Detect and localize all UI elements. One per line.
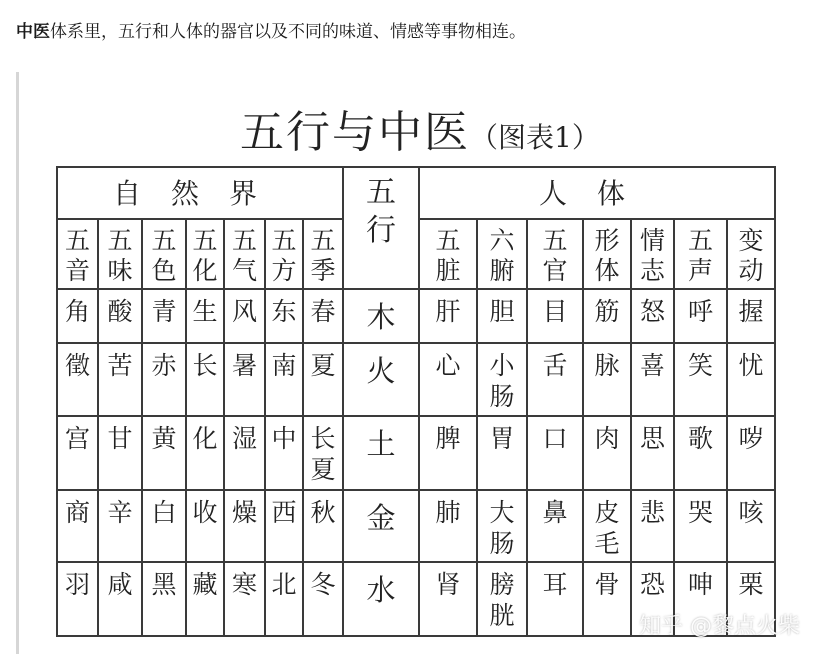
- watermark: 知乎 @黎点火柴: [639, 614, 800, 639]
- body-cell-text: 目: [542, 297, 568, 326]
- body-cell: [419, 562, 477, 636]
- group-nature: 自然界: [57, 167, 343, 219]
- body-cell: [727, 289, 775, 343]
- body-cell: [527, 416, 583, 490]
- figure-title-sub: （图表1）: [470, 121, 600, 154]
- body-cell-text: 膀胱: [489, 570, 515, 630]
- body-cell: [527, 490, 583, 562]
- body-cell-text: 思: [639, 424, 665, 453]
- nature-cell-text: 化: [192, 424, 218, 453]
- nature-header: [186, 219, 224, 289]
- nature-cell: [224, 289, 265, 343]
- body-cell: [631, 343, 674, 416]
- body-cell: [477, 289, 527, 343]
- body-cell-text: 歌: [687, 424, 713, 453]
- body-header: [674, 219, 727, 289]
- body-cell: [727, 343, 775, 416]
- body-cell: [727, 490, 775, 562]
- body-cell: [727, 416, 775, 490]
- body-cell: [583, 562, 631, 636]
- element-cell-text: 火: [366, 354, 396, 388]
- body-cell: [583, 343, 631, 416]
- nature-cell-text: 寒: [231, 570, 257, 599]
- body-cell: [583, 289, 631, 343]
- nature-cell-text: 秋: [310, 498, 336, 527]
- body-cell: [674, 490, 727, 562]
- nature-cell-text: 羽: [64, 570, 90, 599]
- nature-cell: [303, 416, 343, 490]
- nature-cell-text: 南: [271, 351, 297, 380]
- body-cell-text: 呼: [687, 297, 713, 326]
- nature-cell-text: 长: [192, 351, 218, 380]
- body-cell-text: 胃: [489, 424, 515, 453]
- nature-cell-text: 春: [310, 297, 336, 326]
- nature-cell-text: 酸: [107, 297, 133, 326]
- nature-cell-text: 商: [64, 498, 90, 527]
- intro-text: 体系里，五行和人体的器官以及不同的味道、情感等事物相连。: [50, 22, 526, 42]
- body-cell: [674, 416, 727, 490]
- body-cell-text: 小肠: [489, 351, 515, 411]
- body-cell: [419, 416, 477, 490]
- body-cell-text: 皮毛: [594, 498, 620, 558]
- figure-title: [240, 96, 600, 160]
- nature-cell: [224, 490, 265, 562]
- nature-cell-text: 北: [271, 570, 297, 599]
- body-cell: [583, 490, 631, 562]
- nature-cell: [142, 562, 186, 636]
- nature-cell: [303, 289, 343, 343]
- nature-cell: [142, 289, 186, 343]
- body-cell: [631, 490, 674, 562]
- nature-cell: [224, 343, 265, 416]
- nature-header: [57, 219, 98, 289]
- nature-cell: [303, 562, 343, 636]
- nature-cell: [57, 416, 98, 490]
- nature-cell-text: 冬: [310, 570, 336, 599]
- nature-cell: [142, 416, 186, 490]
- body-cell-text: 骨: [594, 570, 620, 599]
- nature-cell-text: 夏: [310, 351, 336, 380]
- body-cell-text: 哭: [687, 498, 713, 527]
- nature-cell-text: 白: [151, 498, 177, 527]
- nature-cell: [186, 490, 224, 562]
- nature-cell: [57, 562, 98, 636]
- nature-cell-text: 湿: [231, 424, 257, 453]
- intro-paragraph: [16, 18, 526, 46]
- nature-cell: [98, 343, 142, 416]
- nature-cell: [303, 343, 343, 416]
- nature-cell: [186, 562, 224, 636]
- nature-cell: [142, 343, 186, 416]
- nature-header-text: 五化: [192, 226, 218, 285]
- body-cell-text: 肺: [435, 498, 461, 527]
- nature-cell-text: 长夏: [310, 424, 336, 484]
- nature-cell: [98, 416, 142, 490]
- body-cell-text: 握: [738, 297, 764, 326]
- nature-header-text: 五音: [64, 226, 90, 285]
- body-cell: [674, 343, 727, 416]
- body-header-text: 五脏: [435, 226, 461, 285]
- body-header: [583, 219, 631, 289]
- body-cell-text: 呻: [687, 570, 713, 599]
- table-row: [57, 343, 775, 416]
- element-cell-text: 水: [366, 573, 396, 607]
- nature-header-text: 五色: [151, 226, 177, 285]
- body-cell-text: 口: [542, 424, 568, 453]
- group-wuxing: [343, 167, 419, 289]
- nature-cell: [98, 562, 142, 636]
- nature-cell: [186, 289, 224, 343]
- element-cell-text: 金: [366, 501, 396, 535]
- body-cell: [527, 289, 583, 343]
- intro-bold: 中医: [16, 22, 50, 42]
- nature-cell: [265, 416, 303, 490]
- figure-image: [24, 76, 816, 654]
- body-cell-text: 舌: [542, 351, 568, 380]
- nature-cell: [57, 289, 98, 343]
- body-header: [631, 219, 674, 289]
- body-cell-text: 筋: [594, 297, 620, 326]
- table-row: [57, 416, 775, 490]
- nature-cell: [224, 416, 265, 490]
- element-cell: [343, 562, 419, 636]
- nature-header-text: 五味: [107, 226, 133, 285]
- nature-cell-text: 咸: [107, 570, 133, 599]
- body-cell-text: 怒: [639, 297, 665, 326]
- body-header: [727, 219, 775, 289]
- nature-cell-text: 生: [192, 297, 218, 326]
- nature-cell: [265, 289, 303, 343]
- nature-cell-text: 收: [192, 498, 218, 527]
- element-cell: [343, 416, 419, 490]
- body-cell-text: 笑: [687, 351, 713, 380]
- nature-cell-text: 角: [64, 297, 90, 326]
- group-body: 人体: [419, 167, 775, 219]
- body-cell-text: 喜: [639, 351, 665, 380]
- body-cell-text: 心: [435, 351, 461, 380]
- nature-cell-text: 苦: [107, 351, 133, 380]
- nature-cell-text: 青: [151, 297, 177, 326]
- body-cell: [631, 416, 674, 490]
- body-cell: [477, 490, 527, 562]
- nature-cell-text: 黄: [151, 424, 177, 453]
- element-cell: [343, 289, 419, 343]
- nature-cell-text: 东: [271, 297, 297, 326]
- nature-cell-text: 暑: [231, 351, 257, 380]
- table-row: [57, 289, 775, 343]
- figure-title-main: 五行与中医: [240, 107, 470, 158]
- body-cell-text: 悲: [639, 498, 665, 527]
- nature-cell-text: 宫: [64, 424, 90, 453]
- body-header-text: 情志: [639, 226, 665, 285]
- body-header: [419, 219, 477, 289]
- body-cell-text: 恐: [639, 570, 665, 599]
- body-cell: [527, 562, 583, 636]
- nature-header: [303, 219, 343, 289]
- body-cell-text: 胆: [489, 297, 515, 326]
- body-header-text: 六腑: [489, 226, 515, 285]
- nature-header: [142, 219, 186, 289]
- body-header-text: 变动: [738, 226, 764, 285]
- element-cell-text: 土: [366, 427, 396, 461]
- nature-cell-text: 徵: [64, 351, 90, 380]
- nature-header: [98, 219, 142, 289]
- nature-cell-text: 黑: [151, 570, 177, 599]
- body-header-text: 形体: [594, 226, 620, 285]
- body-cell: [419, 490, 477, 562]
- body-cell: [674, 289, 727, 343]
- body-cell: [419, 343, 477, 416]
- nature-cell-text: 赤: [151, 351, 177, 380]
- body-header: [477, 219, 527, 289]
- body-header: [527, 219, 583, 289]
- nature-cell: [186, 416, 224, 490]
- body-cell: [631, 289, 674, 343]
- nature-cell-text: 中: [271, 424, 297, 453]
- nature-cell: [142, 490, 186, 562]
- body-cell-text: 忧: [738, 351, 764, 380]
- nature-cell: [98, 490, 142, 562]
- nature-cell-text: 甘: [107, 424, 133, 453]
- nature-header-text: 五气: [231, 226, 257, 285]
- body-header-text: 五声: [687, 226, 713, 285]
- element-cell-text: 木: [366, 300, 396, 334]
- nature-cell: [265, 562, 303, 636]
- body-cell-text: 耳: [542, 570, 568, 599]
- nature-header-text: 五季: [310, 226, 336, 285]
- nature-cell: [265, 343, 303, 416]
- body-cell-text: 肝: [435, 297, 461, 326]
- nature-cell: [57, 343, 98, 416]
- wuxing-table: [56, 166, 776, 637]
- body-cell-text: 栗: [738, 570, 764, 599]
- nature-cell: [57, 490, 98, 562]
- nature-header-text: 五方: [271, 226, 297, 285]
- element-cell: [343, 490, 419, 562]
- nature-cell-text: 西: [271, 498, 297, 527]
- nature-cell: [224, 562, 265, 636]
- body-cell: [527, 343, 583, 416]
- body-cell-text: 鼻: [542, 498, 568, 527]
- body-cell-text: 哕: [738, 424, 764, 453]
- table-row: [57, 490, 775, 562]
- nature-cell-text: 燥: [231, 498, 257, 527]
- body-cell-text: 肾: [435, 570, 461, 599]
- body-cell: [583, 416, 631, 490]
- nature-cell-text: 辛: [107, 498, 133, 527]
- nature-cell-text: 藏: [192, 570, 218, 599]
- body-cell: [477, 562, 527, 636]
- body-cell-text: 咳: [738, 498, 764, 527]
- body-cell-text: 脉: [594, 351, 620, 380]
- body-cell-text: 大肠: [489, 498, 515, 558]
- nature-cell: [303, 490, 343, 562]
- nature-cell-text: 风: [231, 297, 257, 326]
- element-cell: [343, 343, 419, 416]
- nature-cell: [265, 490, 303, 562]
- body-header-text: 五官: [542, 226, 568, 285]
- body-cell: [477, 343, 527, 416]
- body-cell-text: 肉: [594, 424, 620, 453]
- nature-header: [224, 219, 265, 289]
- nature-cell: [98, 289, 142, 343]
- body-cell: [419, 289, 477, 343]
- body-cell-text: 脾: [435, 424, 461, 453]
- group-wuxing-label: 五行: [366, 175, 396, 248]
- nature-header: [265, 219, 303, 289]
- nature-cell: [186, 343, 224, 416]
- body-cell: [477, 416, 527, 490]
- quote-bar: [16, 72, 19, 654]
